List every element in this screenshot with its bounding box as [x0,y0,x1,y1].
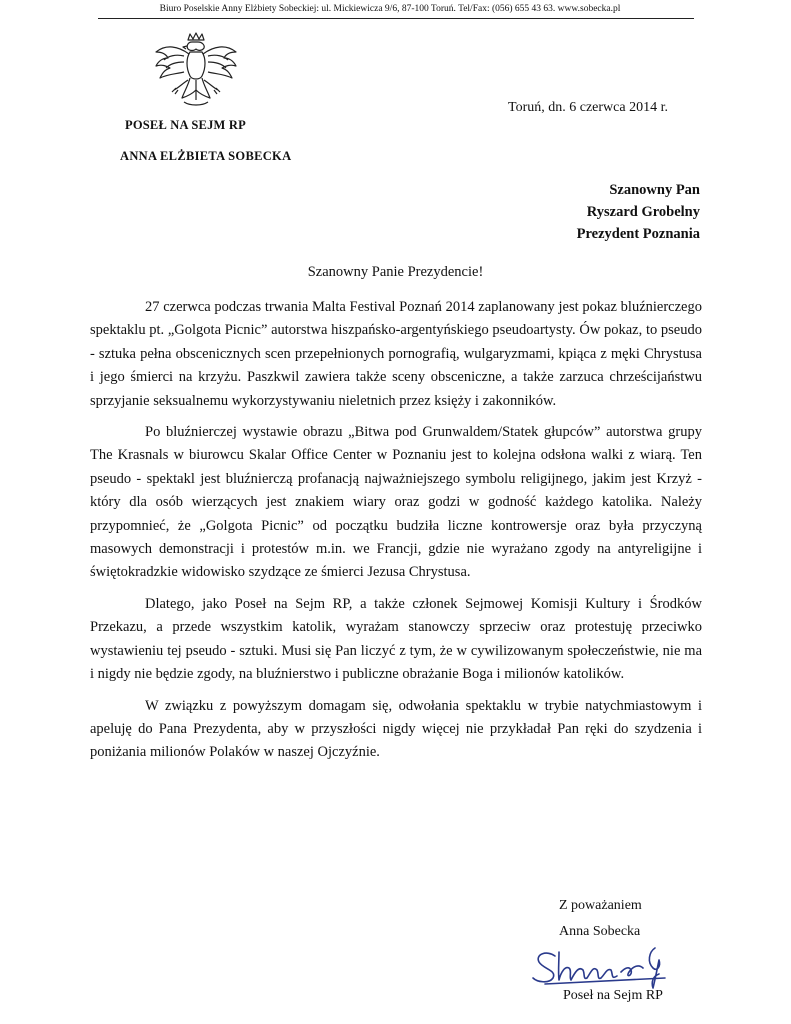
closing-name: Anna Sobecka [559,924,641,939]
polish-eagle-emblem-icon [148,30,244,114]
recipient-block [577,179,700,245]
body-paragraph: W związku z powyższym domagam się, odwołania spektaklu w trybie natychmiastowym i apeluję do Pana Prezydenta, aby w przyszłości nigdy więcej nie przykładał Pan ręki do szydzenia i poniżania milionów Polaków w naszej Ojczyźnie. [90,697,702,761]
letterhead-divider [98,18,694,19]
closing-role: Poseł na Sejm RP [563,988,663,1003]
letterhead-address: Biuro Poselskie Anny Elżbiety Sobeckiej: ul. Mickiewicza 9/6, 87-100 Toruń. Tel/Fax: (056) 655 43 63. www.sobecka.pl [159,4,621,14]
closing-phrase: Z poważaniem [559,898,642,913]
handwritten-signature [525,942,685,992]
body-paragraph: 27 czerwca podczas trwania Malta Festival Poznań 2014 zaplanowany jest pokaz bluźnierczego spektaklu pt. „Golgota Picnic” autorstwa hiszpańsko-argentyńskiego pseudoartysty. Ów pokaz, to pseudo - sztuka pełna obscenicznych scen przepełnionych pornografią, wulgaryzmami, kpiąca z męki Chrystusa i jego śmierci na krzyżu. Paszkwil zawiera także sceny obsceniczne, a także zarzuca chrześcijaństwu sprzyjanie seksualnemu wykorzystywaniu nieletnich przez księży i zakonników. [90,299,702,409]
salutation: Szanowny Panie Prezydencie! [307,264,484,280]
letter-body [90,296,702,773]
closing-block [559,895,642,943]
author-name: ANNA ELŻBIETA SOBECKA [120,149,292,163]
recipient-line: Szanowny Pan [609,182,700,198]
author-title: POSEŁ NA SEJM RP [125,118,246,132]
letter-date: Toruń, dn. 6 czerwca 2014 r. [508,100,668,115]
recipient-name: Ryszard Grobelny [586,204,700,220]
body-paragraph: Po bluźnierczej wystawie obrazu „Bitwa pod Grunwaldem/Statek głupców” autorstwa grupy The Krasnals w biurowcu Skalar Office Center w Poznaniu jest to kolejna odsłona walki z wiarą. Ten pseudo - spektakl jest bluźnierczą profanacją najważniejszego symbolu religijnego, jakim jest Krzyż - który dla osób wierzących jest znakiem wiary oraz godzi w godność każdego katolika. Należy przypomnieć, że „Golgota Picnic” od początku budziła liczne kontrowersje oraz była przyczyną masowych demonstracji i protestów m.in. we Francji, gdzie nie wyrażano zgody na antyreligijne i świętokradzkie widowisko szydzące ze śmierci Jezusa Chrystusa. [90,424,702,581]
recipient-position: Prezydent Poznania [576,226,700,242]
body-paragraph: Dlatego, jako Poseł na Sejm RP, a także członek Sejmowej Komisji Kultury i Środków Przekazu, a przede wszystkim katolik, wyrażam stanowczy sprzeciw oraz protestuję przeciwko wystawieniu tej pseudo - sztuki. Musi się Pan liczyć z tym, że w cywilizowanym społeczeństwie, nie ma i nigdy nie będzie zgody, na bluźnierstwo i publiczne obrażanie Boga i milionów katolików. [90,595,702,683]
